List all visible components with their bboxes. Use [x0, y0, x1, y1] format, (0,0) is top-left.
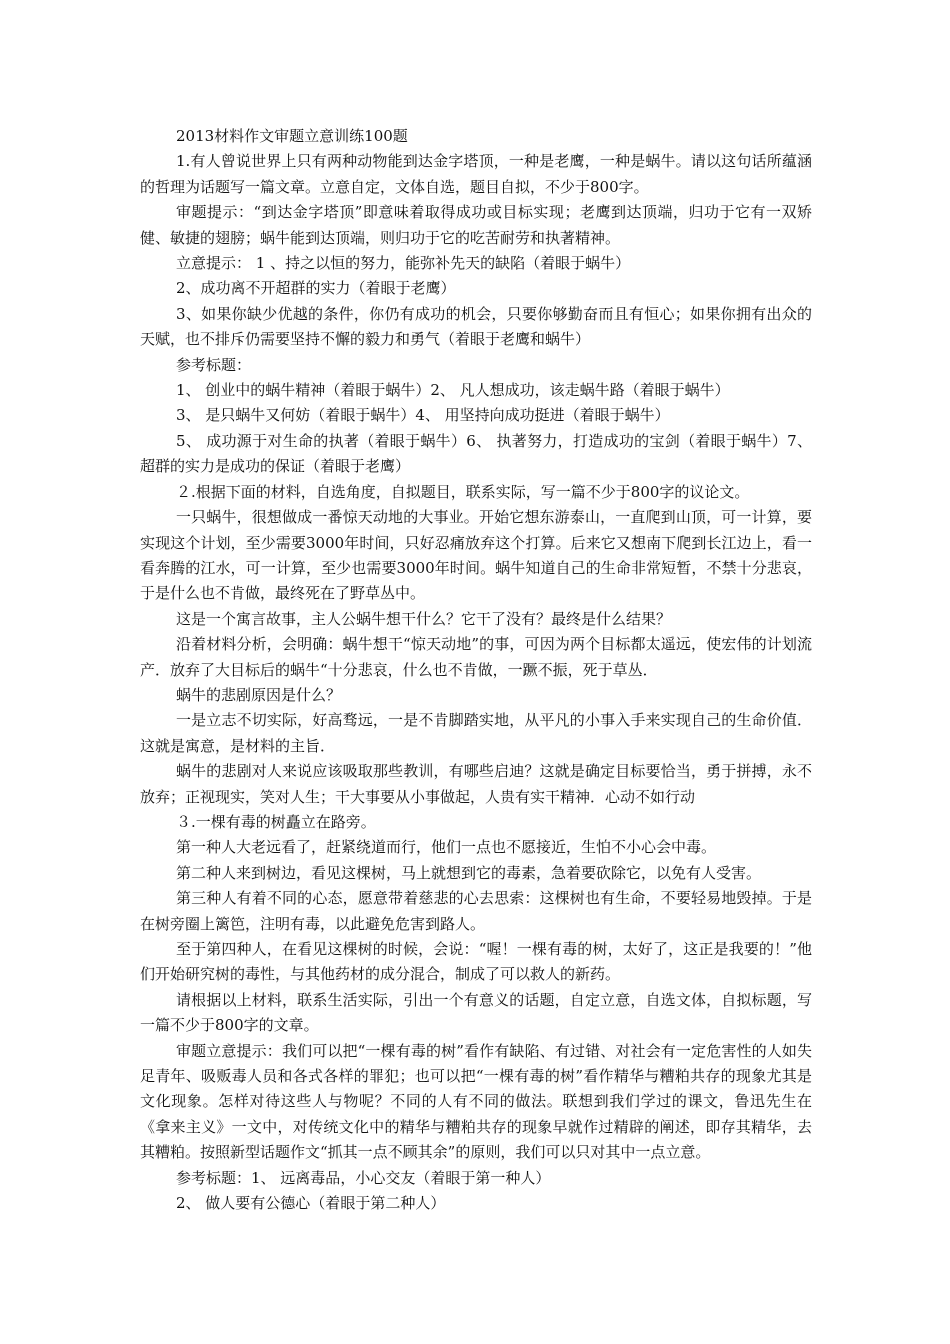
question-2-analysis-5: 蜗牛的悲剧对人来说应该吸取那些教训，有哪些启迪？这就是确定目标要恰当，勇于拼搏，永不放弃；正视现实，笑对人生；干大事要从小事做起，人贵有实干精神．心动不如行动	[140, 762, 812, 806]
question-1-idea-hint-1: 立意提示： 1 、持之以恒的努力，能弥补先天的缺陷（着眼于蜗牛）	[176, 254, 631, 273]
question-2-prompt: ２.根据下面的材料，自选角度，自拟题目，联系实际，写一篇不少于800字的议论文。	[176, 482, 750, 501]
question-3-material-3: 第三种人有着不同的心态，愿意带着慈悲的心去思索：这棵树也有生命，不要轻易地毁掉。于是在树旁圈上篱笆，注明有毒，以此避免危害到路人。	[140, 889, 812, 933]
question-3-analysis-hint: 审题立意提示：我们可以把“一棵有毒的树”看作有缺陷、有过错、对社会有一定危害性的人如失足青年、吸贩毒人员和各式各样的罪犯；也可以把“一棵有毒的树”看作精华与糟粕共存的现象尤其是文化现象。怎样对待这些人与物呢？不同的人有不同的做法。联想到我们学过的课文，鲁迅先生在《拿来主义》一文中，对传统文化中的精华与糟粕共存的现象早就作过精辟的阐述，即存其精华，去其糟粕。按照新型话题作文“抓其一点不顾其余”的原则，我们可以只对其中一点立意。	[140, 1041, 812, 1162]
question-1-idea-hint-3: 3、如果你缺少优越的条件，你仍有成功的机会，只要你够勤奋而且有恒心；如果你拥有出众的天赋，也不排斥仍需要坚持不懈的毅力和勇气（着眼于老鹰和蜗牛）	[140, 304, 812, 349]
question-1-idea-hint-2: 2、成功离不开超群的实力（着眼于老鹰）	[176, 279, 456, 298]
question-2-material: 一只蜗牛，很想做成一番惊天动地的大事业。开始它想东游泰山，一直爬到山顶，可一计算，要实现这个计划，至少需要3000年时间，只好忍痛放弃这个打算。后来它又想南下爬到长江边上，看一看奔腾的江水，可一计算，至少也需要3000年时间。蜗牛知道自己的生命非常短暂，不禁十分悲哀，于是什么也不肯做，最终死在了野草丛中。	[140, 508, 812, 603]
question-3-material-1: 第一种人大老远看了，赶紧绕道而行，他们一点也不愿接近，生怕不小心会中毒。	[176, 838, 717, 857]
question-1-reference-titles-3: 5、 成功源于对生命的执著（着眼于蜗牛）6、 执著努力，打造成功的宝剑（着眼于蜗牛）7、 超群的实力是成功的保证（着眼于老鹰）	[140, 431, 812, 476]
question-1-reference-titles-1: 1、 创业中的蜗牛精神（着眼于蜗牛）2、 凡人想成功，该走蜗牛路（着眼于蜗牛）	[176, 381, 730, 400]
document-title: 2013材料作文审题立意训练100题	[176, 127, 408, 145]
question-2-analysis-4: 一是立志不切实际，好高骛远，一是不肯脚踏实地，从平凡的小事入手来实现自己的生命价值．这就是寓意，是材料的主旨．	[140, 711, 812, 755]
question-3-reference-titles-1: 参考标题：1、 远离毒品，小心交友（着眼于第一种人）	[176, 1168, 551, 1187]
question-3-material-2: 第二种人来到树边，看见这棵树，马上就想到它的毒素，急着要砍除它，以免有人受害。	[176, 863, 762, 882]
question-3-reference-titles-2: 2、 做人要有公德心（着眼于第二种人）	[176, 1194, 446, 1213]
question-2-analysis-1: 这是一个寓言故事，主人公蜗牛想干什么？它干了没有？最终是什么结果？	[176, 609, 672, 628]
question-1-analysis-hint: 审题提示：“到达金字塔顶”即意味着取得成功或目标实现；老鹰到达顶端，归功于它有一双矫健、敏捷的翅膀；蜗牛能到达顶端，则归功于它的吃苦耐劳和执著精神。	[140, 203, 812, 247]
document-body	[140, 124, 812, 1216]
question-3-instruction: 请根据以上材料，联系生活实际，引出一个有意义的话题，自定立意，自选文体，自拟标题，写一篇不少于800字的文章。	[140, 990, 812, 1035]
question-1-reference-titles-label: 参考标题：	[176, 355, 252, 374]
question-3-prompt: ３.一棵有毒的树矗立在路旁。	[176, 812, 376, 831]
question-2-analysis-2: 沿着材料分析，会明确：蜗牛想干“惊天动地”的事，可因为两个目标都太遥远，使宏伟的计划流产．放弃了大目标后的蜗牛“十分悲哀，什么也不肯做，一蹶不振，死于草丛．	[140, 635, 812, 679]
question-3-material-4: 至于第四种人，在看见这棵树的时候，会说：“喔！一棵有毒的树，太好了，这正是我要的！”他们开始研究树的毒性，与其他药材的成分混合，制成了可以救人的新药。	[140, 940, 812, 984]
question-1-reference-titles-2: 3、 是只蜗牛又何妨（着眼于蜗牛）4、 用坚持向成功挺进（着眼于蜗牛）	[176, 406, 670, 425]
question-2-analysis-3: 蜗牛的悲剧原因是什么？	[176, 685, 342, 704]
question-1-prompt: 1.有人曾说世界上只有两种动物能到达金字塔顶，一种是老鹰，一种是蜗牛。请以这句话所蕴涵的哲理为话题写一篇文章。立意自定，文体自选，题目自拟，不少于800字。	[140, 152, 812, 196]
